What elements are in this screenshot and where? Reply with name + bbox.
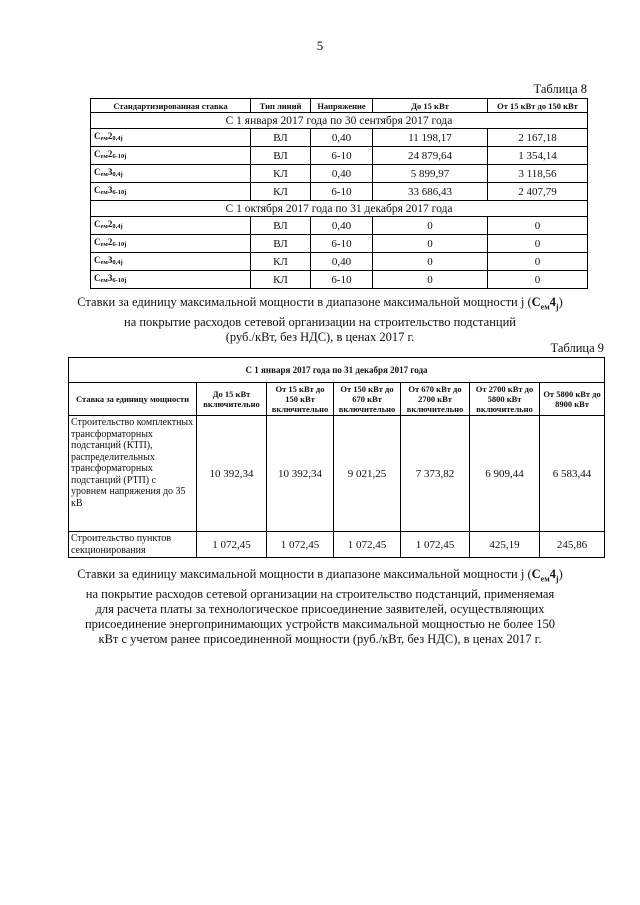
paragraph-substation-rates-heading: Ставки за единицу максимальной мощности в диапазоне максимальной мощности j $(С_{ем}4_j)$ на покрытие расходов сетевой организации на строительство подстанций (руб./кВт, без НДС), в ценах 2017 г. <box>77 295 563 344</box>
value-up-to-15: 0 <box>373 271 488 289</box>
table8-row <box>91 129 588 147</box>
table9-header-3: От 150 кВт до 670 кВт включительно <box>334 383 401 416</box>
rate-code: $С_{ем}2_{6-10j}$ <box>91 147 251 165</box>
table8-row <box>91 147 588 165</box>
table9-header-5: От 2700 кВт до 5800 кВт включительно <box>470 383 540 416</box>
table8 <box>90 98 588 289</box>
rate-code: $С_{ем}3_{6-10j}$ <box>91 183 251 201</box>
voltage: 0,40 <box>311 165 373 183</box>
value-15-150: 0 <box>488 271 588 289</box>
value-15-150: 2 167,18 <box>488 129 588 147</box>
table8-row <box>91 235 588 253</box>
table9-period-row <box>69 358 605 383</box>
table9-row <box>69 532 605 558</box>
table9-value: 6 583,44 <box>540 416 605 532</box>
rate-code: $С_{ем}2_{6-10j}$ <box>91 235 251 253</box>
table9-value: 6 909,44 <box>470 416 540 532</box>
value-15-150: 2 407,79 <box>488 183 588 201</box>
table9 <box>68 357 605 558</box>
table9-value: 1 072,45 <box>334 532 401 558</box>
table8-row <box>91 217 588 235</box>
line-type: ВЛ <box>251 235 311 253</box>
table8-section-row <box>91 113 588 129</box>
line-type: КЛ <box>251 165 311 183</box>
table9-period: С 1 января 2017 года по 31 декабря 2017 года <box>69 358 605 383</box>
table8-header-15-150: От 15 кВт до 150 кВт <box>488 99 588 113</box>
table8-row <box>91 165 588 183</box>
line-type: КЛ <box>251 271 311 289</box>
voltage: 6-10 <box>311 271 373 289</box>
value-15-150: 1 354,14 <box>488 147 588 165</box>
voltage: 0,40 <box>311 253 373 271</box>
value-15-150: 3 118,56 <box>488 165 588 183</box>
table8-header-rate: Стандартизированная ставка <box>91 99 251 113</box>
table8-section-title: С 1 октября 2017 года по 31 декабря 2017 года <box>91 201 588 217</box>
table8-header-up-to-15: До 15 кВт <box>373 99 488 113</box>
line-type: ВЛ <box>251 217 311 235</box>
value-up-to-15: 24 879,64 <box>373 147 488 165</box>
table9-header-0: Ставка за единицу мощности <box>69 383 197 416</box>
value-up-to-15: 5 899,97 <box>373 165 488 183</box>
table9-value: 425,19 <box>470 532 540 558</box>
paragraph-substation-rates-150kw-heading: Ставки за единицу максимальной мощности в диапазоне максимальной мощности j $(С_{ем}4_j)$ на покрытие расходов сетевой организации на строительство подстанций, применяемая для расчета платы за технологическое присоединение заявителей, осуществляющих присоединение энергопринимающих устройств максимальной мощностью не более 150 кВт с учетом ранее присоединенной мощности (руб./кВт, без НДС), в ценах 2017 г. <box>77 567 563 646</box>
table9-value: 7 373,82 <box>401 416 470 532</box>
rate-code: $С_{ем}3_{0,4j}$ <box>91 253 251 271</box>
table9-header-6: От 5800 кВт до 8900 кВт <box>540 383 605 416</box>
table9-value: 10 392,34 <box>267 416 334 532</box>
voltage: 0,40 <box>311 217 373 235</box>
table9-caption: Таблица 9 <box>550 341 604 355</box>
rate-code: $С_{ем}2_{0,4j}$ <box>91 129 251 147</box>
value-up-to-15: 11 198,17 <box>373 129 488 147</box>
line-type: ВЛ <box>251 147 311 165</box>
table9-row-label: Строительство пунктов секционирования <box>69 532 197 558</box>
table8-header-line-type: Тип линий <box>251 99 311 113</box>
table8-header-voltage: Напряжение <box>311 99 373 113</box>
voltage: 6-10 <box>311 235 373 253</box>
table9-value: 9 021,25 <box>334 416 401 532</box>
table9-header-4: От 670 кВт до 2700 кВт включительно <box>401 383 470 416</box>
table9-value: 1 072,45 <box>267 532 334 558</box>
voltage: 0,40 <box>311 129 373 147</box>
table8-caption: Таблица 8 <box>533 82 587 96</box>
table8-section-title: С 1 января 2017 года по 30 сентября 2017 года <box>91 113 588 129</box>
table8-section-row <box>91 201 588 217</box>
table9-header-1: До 15 кВт включительно <box>197 383 267 416</box>
page-number: 5 <box>316 38 324 53</box>
value-up-to-15: 0 <box>373 235 488 253</box>
table8-header-row <box>91 99 588 113</box>
line-type: КЛ <box>251 183 311 201</box>
table9-value: 1 072,45 <box>197 532 267 558</box>
table8-row <box>91 183 588 201</box>
line-type: ВЛ <box>251 129 311 147</box>
value-up-to-15: 33 686,43 <box>373 183 488 201</box>
table9-row <box>69 416 605 532</box>
value-up-to-15: 0 <box>373 217 488 235</box>
value-15-150: 0 <box>488 235 588 253</box>
value-up-to-15: 0 <box>373 253 488 271</box>
voltage: 6-10 <box>311 183 373 201</box>
table9-value: 1 072,45 <box>401 532 470 558</box>
line-type: КЛ <box>251 253 311 271</box>
table9-value: 10 392,34 <box>197 416 267 532</box>
table9-row-label: Строительство комплектных трансформаторных подстанций (КТП), распределительных трансформаторных подстанций (РТП) с уровнем напряжения до 35 кВ <box>69 416 197 532</box>
table9-header-2: От 15 кВт до 150 кВт включительно <box>267 383 334 416</box>
table9-header-row <box>69 383 605 416</box>
table8-row <box>91 253 588 271</box>
rate-code: $С_{ем}3_{0,4j}$ <box>91 165 251 183</box>
value-15-150: 0 <box>488 253 588 271</box>
rate-code: $С_{ем}2_{0,4j}$ <box>91 217 251 235</box>
table8-row <box>91 271 588 289</box>
rate-code: $С_{ем}3_{6-10j}$ <box>91 271 251 289</box>
voltage: 6-10 <box>311 147 373 165</box>
table9-value: 245,86 <box>540 532 605 558</box>
value-15-150: 0 <box>488 217 588 235</box>
